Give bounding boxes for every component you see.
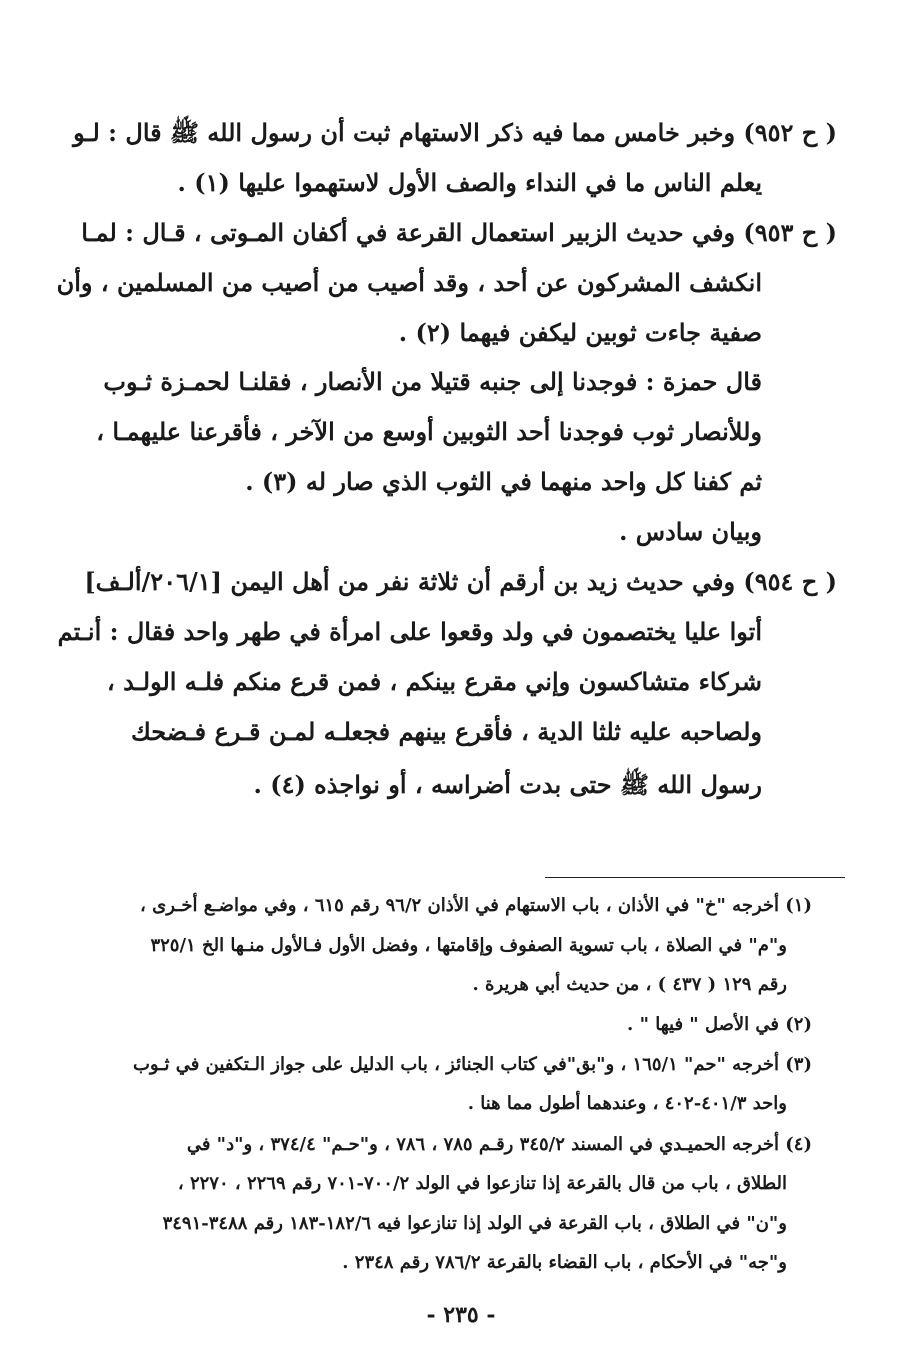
page-number: - ٢٣٥ -	[426, 1302, 496, 1328]
footnote-4-line-2: الطلاق ، باب من قال بالقرعة إذا تنازعوا في الولد ٧٠٠/٢-٧٠١ رقم ٢٢٦٩ ، ٢٢٧٠ ،	[177, 1173, 787, 1194]
footnote-1-line-3: رقم ١٢٩ ( ٤٣٧ ) ، من حديث أبي هريرة .	[472, 974, 787, 995]
hadith-953-line-2: انكشف المشركون عن أحد ، وقد أصيب من أصيب من المسلمين ، وأن	[56, 268, 762, 297]
hadith-952-line-2: يعلم الناس ما في النداء والصف الأول لاستهموا عليها (١) .	[177, 168, 762, 197]
hadith-954-line-5: رسول الله ﷺ حتى بدت أضراسه ، أو نواجذه (٤) .	[253, 770, 762, 799]
footnote-4-line-1: (٤) أخرجه الحميـدي في المسند ٣٤٥/٢ رقـم ٧٨٥ ، ٧٨٦ ، و"حـم" ٣٧٤/٤ ، و"د" في	[186, 1134, 812, 1155]
hadith-953-line-3: صفية جاءت ثوبين ليكفن فيهما (٢) .	[398, 318, 762, 347]
hadith-953-line-4: قال حمزة : فوجدنا إلى جنبه قتيلا من الأنصار ، فقلنـا لحمـزة ثـوب	[103, 367, 762, 396]
hadith-953-line-1: ( ح ٩٥٣) وفي حديث الزبير استعمال القرعة في أكفان المـوتى ، قـال : لمـا	[81, 218, 837, 247]
hadith-953-line-7: وبيان سادس .	[619, 517, 762, 546]
hadith-954-line-2: أتوا عليا يختصمون في ولد وقعوا على امرأة في طهر واحد فقال : أنـتم	[57, 617, 762, 646]
footnote-1-line-2: و"م" في الصلاة ، باب تسوية الصفوف وإقامتها ، وفضل الأول فـالأول منـها الخ ٣٢٥/١	[150, 935, 787, 956]
footnote-4-line-3: و"ن" في الطلاق ، باب القرعة في الولد إذا تنازعوا فيه ١٨٢/٦-١٨٣ رقم ٣٤٨٨-٣٤٩١	[162, 1213, 787, 1234]
hadith-954-line-1: ( ح ٩٥٤) وفي حديث زيد بن أرقم أن ثلاثة نفر من أهل اليمن [٢٠٦/١/ألـف]	[84, 567, 837, 596]
hadith-953-line-5: وللأنصار ثوب فوجدنا أحد الثوبين أوسع من الآخر ، فأقرعنا عليهمـا ،	[96, 417, 762, 446]
hadith-953-line-6: ثم كفنا كل واحد منهما في الثوب الذي صار له (٣) .	[245, 467, 762, 496]
footnote-3-line-2: واحد ٤٠١/٣-٤٠٢ ، وعندهما أطول مما هنا .	[467, 1093, 787, 1114]
hadith-954-line-4: ولصاحبه عليه ثلثا الدية ، فأقرع بينهم فجعلـه لمـن قـرع فـضحك	[131, 717, 762, 746]
hadith-954-line-3: شركاء متشاكسون وإني مقرع بينكم ، فمن قرع منكم فلـه الولـد ،	[107, 667, 762, 696]
footnote-4-line-4: و"جه" في الأحكام ، باب القضاء بالقرعة ٧٨٦/٢ رقم ٢٣٤٨ .	[342, 1252, 787, 1273]
footnote-1-line-1: (١) أخرجه "خ" في الأذان ، باب الاستهام في الأذان ٩٦/٢ رقم ٦١٥ ، وفي مواضـع أخـرى ،	[140, 895, 812, 916]
footnote-separator	[545, 877, 845, 878]
hadith-952-line-1: ( ح ٩٥٢) وخبر خامس مما فيه ذكر الاستهام ثبت أن رسول الله ﷺ قال : لـو	[73, 118, 837, 147]
footnote-3-line-1: (٣) أخرجه "حم" ١٦٥/١ ، و"بق"في كتاب الجنائز ، باب الدليل على جواز الـتكفين في ثـوب	[132, 1054, 812, 1075]
footnote-2: (٢) في الأصل " فيها " .	[627, 1014, 812, 1035]
